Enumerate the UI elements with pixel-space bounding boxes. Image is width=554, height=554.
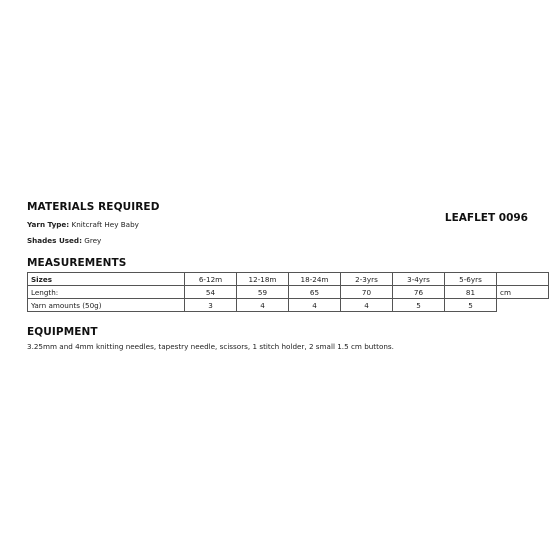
size-cell: 18-24m [289,273,341,286]
value-cell: 4 [237,299,289,312]
table-header-row [28,273,549,286]
shades-label: Shades Used: [27,236,82,245]
value-cell: 70 [341,286,393,299]
empty-unit-cell [497,273,549,286]
shades-value: Grey [84,236,102,245]
measurements-heading: MEASUREMENTS [27,257,127,269]
value-cell: 4 [289,299,341,312]
equipment-text: 3.25mm and 4mm knitting needles, tapestry needle, scissors, 1 stitch holder, 2 small 1.5 cm buttons. [27,342,394,351]
shades-line [27,236,101,245]
leaflet-number: LEAFLET 0096 [444,212,528,224]
yarn-type-line [27,220,139,229]
row-label: Yarn amounts (50g) [28,299,185,312]
row-label: Length: [28,286,185,299]
value-cell: 59 [237,286,289,299]
value-cell: 76 [393,286,445,299]
size-cell: 5-6yrs [445,273,497,286]
size-cell: 2-3yrs [341,273,393,286]
sizes-header: Sizes [28,273,185,286]
size-cell: 12-18m [237,273,289,286]
value-cell: 65 [289,286,341,299]
yarn-type-label: Yarn Type: [27,220,70,229]
table-row [28,286,549,299]
yarn-type-value: Knitcraft Hey Baby [71,220,139,229]
value-cell: 81 [445,286,497,299]
value-cell: 4 [341,299,393,312]
unit-cell [497,299,549,312]
materials-heading: MATERIALS REQUIRED [27,201,160,213]
size-cell: 6-12m [185,273,237,286]
table-row [28,299,549,312]
size-cell: 3-4yrs [393,273,445,286]
value-cell: 3 [185,299,237,312]
measurements-table [27,272,549,312]
value-cell: 5 [445,299,497,312]
unit-cell: cm [497,286,549,299]
equipment-heading: EQUIPMENT [27,326,98,338]
value-cell: 5 [393,299,445,312]
value-cell: 54 [185,286,237,299]
